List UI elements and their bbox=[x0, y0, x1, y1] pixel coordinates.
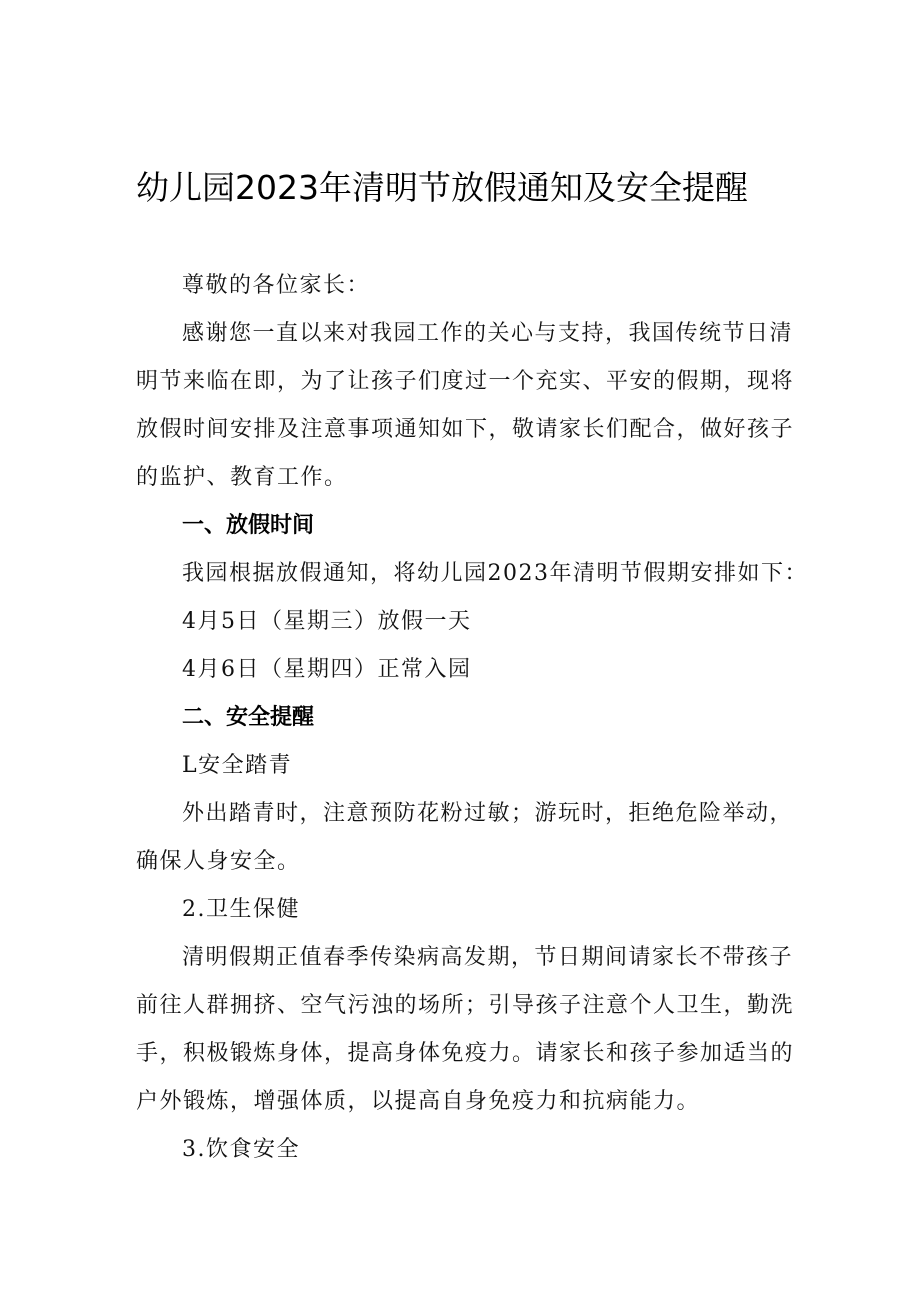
holiday-arrangement-line: 我园根据放假通知，将幼儿园2023年清明节假期安排如下： bbox=[182, 561, 808, 586]
section-heading-safety: 二、安全提醒 bbox=[182, 705, 315, 730]
paragraph-line: 前往人群拥挤、空气污浊的场所；引导孩子注意个人卫生，勤洗 bbox=[136, 993, 795, 1018]
hygiene-item-title: 2.卫生保健 bbox=[182, 897, 300, 922]
hygiene-item-paragraph bbox=[136, 934, 796, 1126]
holiday-date-line: 4月5日（星期三）放假一天 bbox=[182, 609, 472, 634]
paragraph-line: 清明假期正值春季传染病高发期，节日期间请家长不带孩子 bbox=[182, 945, 794, 970]
return-date-line: 4月6日（星期四）正常入园 bbox=[182, 657, 472, 682]
intro-line: 的监护、教育工作。 bbox=[136, 465, 348, 490]
paragraph-line: 手，积极锻炼身体，提高身体免疫力。请家长和孩子参加适当的 bbox=[136, 1041, 795, 1066]
document-title: 幼儿园2023年清明节放假通知及安全提醒 bbox=[136, 168, 748, 207]
paragraph-line: 外出踏青时，注意预防花粉过敏；游玩时，拒绝危险举动， bbox=[182, 801, 794, 826]
safety-item-paragraph bbox=[136, 790, 796, 886]
paragraph-line: 户外锻炼，增强体质，以提高自身免疫力和抗病能力。 bbox=[136, 1089, 701, 1114]
section-heading-holiday-time: 一、放假时间 bbox=[182, 513, 315, 538]
intro-line: 明节来临在即，为了让孩子们度过一个充实、平安的假期，现将 bbox=[136, 369, 795, 394]
paragraph-line: 确保人身安全。 bbox=[136, 849, 301, 874]
greeting: 尊敬的各位家长： bbox=[182, 273, 371, 298]
food-safety-item-title: 3.饮食安全 bbox=[182, 1137, 300, 1162]
safety-item-title: L安全踏青 bbox=[182, 753, 293, 778]
intro-paragraph bbox=[136, 310, 796, 502]
intro-line: 放假时间安排及注意事项通知如下，敬请家长们配合，做好孩子 bbox=[136, 417, 795, 442]
intro-line: 感谢您一直以来对我园工作的关心与支持，我国传统节日清 bbox=[182, 321, 794, 346]
